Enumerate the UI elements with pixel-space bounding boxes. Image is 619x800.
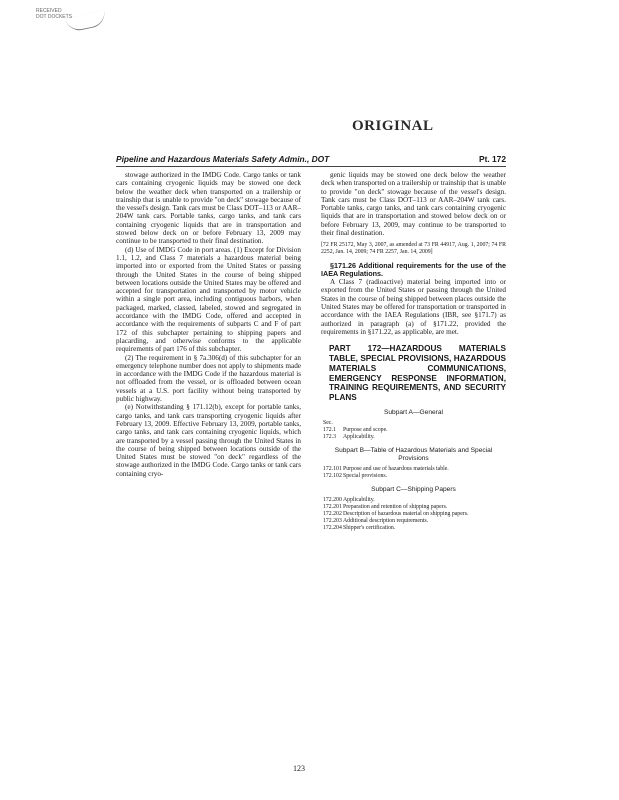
toc-entry: [321, 504, 506, 511]
stamp-line-2: DOT DOCKETS: [36, 14, 73, 20]
citation: [72 FR 25172, May 3, 2007, as amended at 73 FR 44917, Aug. 1, 2007; 74 FR 2252, Jan. 14, 2009; 74 FR 2257, Jan. 14, 2009]: [321, 242, 506, 256]
subpart-heading: Subpart A—General: [383, 409, 443, 417]
toc-entry: [321, 497, 506, 504]
received-stamp: [36, 8, 116, 30]
toc-entry: [321, 511, 506, 518]
left-column: [116, 171, 301, 478]
section-text: A Class 7 (radioactive) material being imported into or exported from the United States or passing through the United States in the course of being shipped between places outside the United States may be offered for transportation or transported in accordance with the IAEA Regulations (IBR, see §171.7) as authorized in paragraph (a) of §171.22, provided the requirements in §171.22, as applicable, are met.: [321, 278, 506, 336]
toc-number: 172.203: [323, 518, 342, 525]
toc-number: 172.102: [323, 473, 342, 480]
toc-title: Description of hazardous material on shipping papers.: [343, 511, 469, 518]
toc-entry: [321, 434, 506, 441]
toc-entry: [321, 427, 506, 434]
toc-number: 172.3: [323, 434, 337, 441]
header-title: Pipeline and Hazardous Materials Safety Admin., DOT: [116, 154, 330, 164]
toc-title: Applicability.: [343, 434, 375, 441]
stamp-line-1: RECEIVED: [36, 8, 62, 14]
toc-title: Additional description requirements.: [343, 518, 429, 525]
toc-number: 172.202: [323, 511, 342, 518]
toc-title: Preparation and retention of shipping papers.: [343, 504, 448, 511]
toc-title: Purpose and use of hazardous materials table.: [343, 466, 449, 473]
toc-title: Purpose and scope.: [343, 427, 388, 434]
paragraph: (d) Use of IMDG Code in port areas. (1) Except for Division 1.1, 1.2, and Class 7 materials a hazardous material being imported into or exported from the United States or passing through the United States in the course of being shipped between locations outside the United States may be offered and accepted for transportation and transported by motor vehicle within a single port area, including contiguous harbors, when packaged, marked, classed, labeled, stowed and segregated in accordance with the IMDG Code, offered and accepted in accordance with the requirements of subparts C and F of part 172 of this subchapter pertaining to shipping papers and placarding, and otherwise conforms to the applicable requirements of part 176 of this subchapter.: [116, 245, 301, 354]
toc-number: 172.200: [323, 497, 342, 504]
toc-number: 172.201: [323, 504, 342, 511]
paragraph: (e) Notwithstanding § 171.12(b), except for portable tanks, cargo tanks, and tank cars transporting cryogenic liquids after February 13, 2009. Effective February 13, 2009, portable tanks, cargo tanks, and tank cars containing cryogenic liquids, which are transported by a vessel passing through the United States in the course of being shipped between locations outside of the United States must be stowed "on deck" regardless of the stowage authorized in the IMDG Code. Cargo tanks or tank cars containing cryo-: [116, 403, 301, 478]
subpart-heading: Subpart B—Table of Hazardous Materials and Special Provisions: [334, 447, 493, 463]
paragraph: stowage authorized in the IMDG Code. Cargo tanks or tank cars containing cryogenic liquids may be stowed one deck below the weather deck when transported on a trailership or trainship that is unable to provide "on deck" stowage because of the vessel's design. Tank cars must be Class DOT–113 or AAR–204W tank cars. Portable tanks, cargo tanks, and tank cars containing cryogenic liquids that are in transportation and stowed below deck on or before February 13, 2009 may continue to be transported to their final destination.: [116, 171, 301, 246]
toc-number: 172.204: [323, 525, 342, 532]
section-heading: §171.26 Additional requirements for the use of the IAEA Regulations.: [321, 260, 506, 278]
header-rule: [116, 166, 506, 167]
page-number: 123: [293, 764, 305, 773]
toc-entry: [321, 466, 506, 473]
subpart-heading: Subpart C—Shipping Papers: [371, 486, 456, 494]
toc-entry: [321, 518, 506, 525]
original-stamp: ORIGINAL: [352, 118, 434, 134]
toc-number: 172.1: [323, 427, 337, 434]
toc-entry: [321, 525, 506, 532]
header-part-label: Pt. 172: [478, 154, 506, 164]
toc-entry: [321, 473, 506, 480]
paragraph: (2) The requirement in § 7a.306(d) of this subchapter for an emergency telephone number does not apply to shipments made in accordance with the IMDG Code if the hazardous material is not offloaded from the vessel, or is offloaded between ocean vessels at a U.S. port facility without being transported by public highway.: [116, 353, 301, 404]
toc-number: 172.101: [323, 466, 342, 473]
toc-title: Applicability.: [343, 497, 375, 504]
toc-title: Shipper's certification.: [343, 525, 396, 532]
paragraph: genic liquids may be stowed one deck below the weather deck when transported on a trailership or trainship that is unable to provide "on deck" stowage because of the vessel's design. Tank cars must be Class DOT–113 or AAR–204W tank cars. Portable tanks, cargo tanks, and tank cars containing cryogenic liquids that are in transportation and stowed below deck on or before February 13, 2009, may continue to be transported to their final destination.: [321, 171, 506, 238]
right-column: [321, 171, 506, 532]
toc-title: Special provisions.: [343, 473, 388, 480]
part-heading: PART 172—HAZARDOUS MATERIALS TABLE, SPECIAL PROVISIONS, HAZARDOUS MATERIALS COMMUNICATIONS, EMERGENCY RESPONSE INFORMATION, TRAINING REQUIREMENTS, AND SECURITY PLANS: [329, 344, 506, 403]
toc-sec-label: Sec.: [323, 420, 333, 427]
